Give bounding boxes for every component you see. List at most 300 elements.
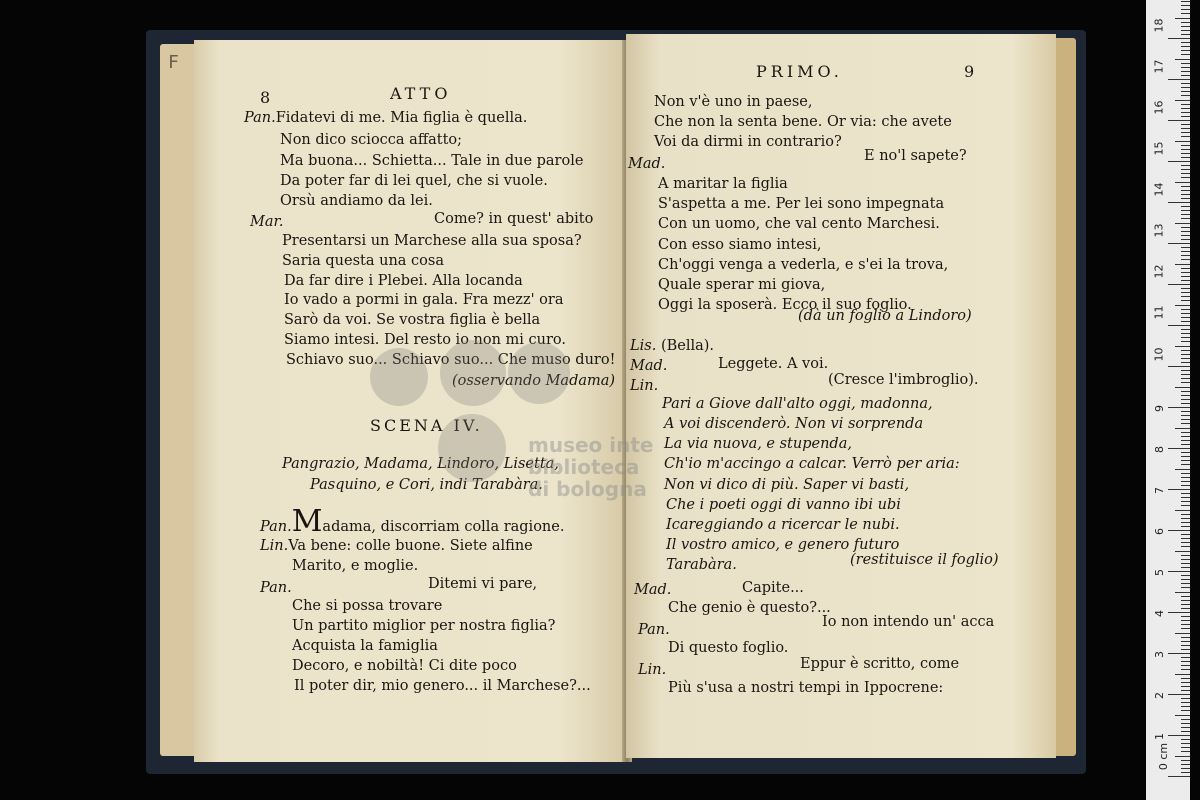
ruler-tick xyxy=(1181,514,1190,515)
ruler-tick xyxy=(1181,350,1190,351)
text-line: Con esso siamo intesi, xyxy=(658,237,822,253)
ruler-tick xyxy=(1181,706,1190,707)
line-text: adama, discorriam colla ragione. xyxy=(322,519,565,535)
ruler-tick xyxy=(1175,715,1190,716)
text-line xyxy=(630,336,714,356)
ruler-tick xyxy=(1181,382,1190,383)
ruler-label: 10 xyxy=(1152,347,1166,362)
text-line: A voi discenderò. Non vi sorprenda xyxy=(664,416,924,432)
ruler-tick xyxy=(1175,633,1190,634)
ruler-tick xyxy=(1181,669,1190,670)
text-line: Pari a Giove dall'alto oggi, madonna, xyxy=(662,396,933,412)
ruler-tick xyxy=(1181,214,1190,215)
ruler-tick xyxy=(1168,735,1190,736)
ruler-tick xyxy=(1181,555,1190,556)
scene-title: SCENA IV. xyxy=(370,416,483,435)
ruler-tick xyxy=(1181,473,1190,474)
ruler-tick xyxy=(1181,296,1190,297)
ruler-tick xyxy=(1168,776,1190,777)
ruler-tick xyxy=(1181,727,1190,728)
ruler-label: 15 xyxy=(1152,141,1166,156)
ruler-tick xyxy=(1181,50,1190,51)
ruler-tick xyxy=(1181,132,1190,133)
ruler-tick xyxy=(1181,321,1190,322)
ruler-label: 4 xyxy=(1153,610,1166,617)
speaker-label: Lin. xyxy=(638,662,667,678)
characters-list: Pangrazio, Madama, Lindoro, Lisetta, xyxy=(282,456,559,472)
text-line: Marito, e moglie. xyxy=(292,558,419,574)
text-line: Presentarsi un Marchese alla sua sposa? xyxy=(282,233,582,249)
text-line: Io non intendo un' acca xyxy=(822,614,995,630)
ruler-tick xyxy=(1181,628,1190,629)
ruler-tick xyxy=(1181,46,1190,47)
ruler-tick xyxy=(1181,743,1190,744)
text-line: Con un uomo, che val cento Marchesi. xyxy=(658,216,940,232)
ruler-tick xyxy=(1181,186,1190,187)
ruler-tick xyxy=(1181,501,1190,502)
text-line: Che genio è questo?... xyxy=(668,600,831,616)
text-line: Acquista la famiglia xyxy=(292,638,438,654)
ruler-tick xyxy=(1181,411,1190,412)
characters-list: Pasquino, e Cori, indi Tarabàra. xyxy=(310,477,543,493)
text-line: Leggete. A voi. xyxy=(718,356,829,372)
ruler-tick xyxy=(1175,182,1190,183)
ruler-tick xyxy=(1181,768,1190,769)
speaker-label: Pan. xyxy=(638,622,670,638)
text-line: Da poter far di lei quel, che si vuole. xyxy=(280,173,548,189)
ruler-tick xyxy=(1181,206,1190,207)
text-line: Ch'oggi venga a vederla, e s'ei la trova, xyxy=(658,257,949,273)
ruler-tick xyxy=(1181,276,1190,277)
ruler-tick xyxy=(1181,719,1190,720)
ruler-tick xyxy=(1181,218,1190,219)
ruler-tick xyxy=(1168,161,1190,162)
ruler-tick xyxy=(1181,751,1190,752)
ruler-tick xyxy=(1181,559,1190,560)
ruler-tick xyxy=(1181,300,1190,301)
ruler-tick xyxy=(1181,637,1190,638)
ruler-tick xyxy=(1181,104,1190,105)
ruler-tick xyxy=(1181,546,1190,547)
ruler-tick xyxy=(1181,358,1190,359)
line-text: (Bella). xyxy=(660,338,715,354)
ruler-tick xyxy=(1181,313,1190,314)
text-line: Capite... xyxy=(742,580,804,596)
ruler-tick xyxy=(1181,624,1190,625)
ruler-tick xyxy=(1175,223,1190,224)
text-line: (Cresce l'imbroglio). xyxy=(828,372,979,388)
ruler-label: 2 xyxy=(1153,692,1166,699)
ruler-tick xyxy=(1181,477,1190,478)
ruler-tick xyxy=(1181,505,1190,506)
ruler-tick xyxy=(1181,657,1190,658)
ruler-tick xyxy=(1175,59,1190,60)
text-line: Tarabàra. xyxy=(666,557,737,573)
text-line: Che si possa trovare xyxy=(292,598,443,614)
ruler-tick xyxy=(1181,583,1190,584)
ruler-tick xyxy=(1181,22,1190,23)
ruler-tick xyxy=(1181,731,1190,732)
ruler-tick xyxy=(1181,608,1190,609)
text-line: Schiavo suo... Schiavo suo... Che muso duro! xyxy=(286,352,616,368)
text-line xyxy=(630,356,667,376)
speaker-label: Pan. xyxy=(244,110,276,126)
ruler-tick xyxy=(1181,75,1190,76)
ruler-tick xyxy=(1181,374,1190,375)
ruler-tick xyxy=(1181,563,1190,564)
ruler-label: 13 xyxy=(1152,223,1166,238)
ruler-tick xyxy=(1181,436,1190,437)
text-line: La via nuova, e stupenda, xyxy=(664,436,852,452)
ruler-tick xyxy=(1181,686,1190,687)
text-line: Oggi la sposerà. Ecco il suo foglio. xyxy=(658,297,912,313)
ruler-tick xyxy=(1181,251,1190,252)
ruler-label: 5 xyxy=(1153,569,1166,576)
ruler-tick xyxy=(1175,141,1190,142)
ruler-tick xyxy=(1181,91,1190,92)
ruler-tick xyxy=(1181,702,1190,703)
ruler-tick xyxy=(1181,63,1190,64)
ruler-tick xyxy=(1181,95,1190,96)
text-line: Sarò da voi. Se vostra figlia è bella xyxy=(284,312,541,328)
text-line: Quale sperar mi giova, xyxy=(658,277,826,293)
text-line xyxy=(244,108,527,128)
ruler-tick xyxy=(1181,378,1190,379)
ruler-tick xyxy=(1181,481,1190,482)
text-line xyxy=(634,580,671,600)
text-line xyxy=(630,376,658,396)
ruler-label: 1 xyxy=(1153,733,1166,740)
ruler-tick xyxy=(1175,551,1190,552)
right-page-number: 9 xyxy=(964,62,975,81)
ruler-tick xyxy=(1181,616,1190,617)
ruler-tick xyxy=(1181,83,1190,84)
ruler-tick xyxy=(1181,54,1190,55)
ruler-tick xyxy=(1181,747,1190,748)
corner-mark: F xyxy=(168,52,179,73)
ruler-tick xyxy=(1168,120,1190,121)
text-line: Orsù andiamo da lei. xyxy=(280,193,433,209)
ruler-tick xyxy=(1181,522,1190,523)
ruler-tick xyxy=(1181,604,1190,605)
ruler-tick xyxy=(1181,247,1190,248)
ruler-tick xyxy=(1181,403,1190,404)
ruler-tick xyxy=(1181,739,1190,740)
ruler-tick xyxy=(1168,284,1190,285)
ruler-label: 0 cm xyxy=(1157,742,1171,771)
ruler-tick xyxy=(1181,432,1190,433)
ruler-tick xyxy=(1168,243,1190,244)
ruler-tick xyxy=(1168,530,1190,531)
ruler-tick xyxy=(1175,18,1190,19)
drop-cap: M xyxy=(291,504,323,539)
line-text: Fidatevi di me. Mia figlia è quella. xyxy=(275,110,528,126)
ruler-tick xyxy=(1181,596,1190,597)
stage-direction: (osservando Madama) xyxy=(452,373,616,389)
ruler-tick xyxy=(1181,124,1190,125)
ruler-tick xyxy=(1181,764,1190,765)
left-page xyxy=(194,40,626,762)
ruler-tick xyxy=(1168,448,1190,449)
text-line: Più s'usa a nostri tempi in Ippocrene: xyxy=(668,680,944,696)
ruler-label: 18 xyxy=(1152,18,1166,33)
ruler-tick xyxy=(1181,341,1190,342)
ruler-tick xyxy=(1181,136,1190,137)
ruler-tick xyxy=(1168,612,1190,613)
ruler-label: 11 xyxy=(1152,305,1166,320)
ruler-tick xyxy=(1175,305,1190,306)
text-line: Io vado a pormi in gala. Fra mezz' ora xyxy=(284,292,564,308)
text-line: Decoro, e nobiltà! Ci dite poco xyxy=(292,658,517,674)
ruler-tick xyxy=(1168,38,1190,39)
ruler-tick xyxy=(1181,645,1190,646)
ruler-tick xyxy=(1181,641,1190,642)
ruler-tick xyxy=(1181,391,1190,392)
text-line xyxy=(250,212,283,232)
ruler-tick xyxy=(1181,280,1190,281)
ruler-tick xyxy=(1181,518,1190,519)
speaker-label: Lis. xyxy=(630,338,657,354)
ruler-tick xyxy=(1181,317,1190,318)
text-line: Il vostro amico, e genero futuro xyxy=(666,537,900,553)
text-line: Che non la senta bene. Or via: che avete xyxy=(654,114,952,130)
right-running-head: PRIMO. xyxy=(756,62,843,81)
ruler-tick xyxy=(1181,145,1190,146)
ruler-tick xyxy=(1181,30,1190,31)
text-line xyxy=(638,620,670,640)
ruler-tick xyxy=(1168,407,1190,408)
ruler-tick xyxy=(1181,452,1190,453)
ruler-tick xyxy=(1181,678,1190,679)
ruler-tick xyxy=(1175,592,1190,593)
ruler-tick xyxy=(1181,587,1190,588)
watermark-text: biblioteca xyxy=(528,455,640,479)
ruler-tick xyxy=(1175,469,1190,470)
ruler-tick xyxy=(1175,387,1190,388)
ruler-tick xyxy=(1181,620,1190,621)
ruler-tick xyxy=(1175,100,1190,101)
watermark-text: museo inte xyxy=(528,433,654,457)
ruler-tick xyxy=(1181,87,1190,88)
ruler-tick xyxy=(1181,575,1190,576)
text-line: Icareggiando a ricercar le nubi. xyxy=(666,517,900,533)
ruler-tick xyxy=(1181,337,1190,338)
ruler-tick xyxy=(1181,419,1190,420)
ruler-tick xyxy=(1181,71,1190,72)
text-line xyxy=(638,660,666,680)
ruler-tick xyxy=(1181,329,1190,330)
text-line: Ch'io m'accingo a calcar. Verrò per aria: xyxy=(664,456,960,472)
ruler-tick xyxy=(1181,772,1190,773)
ruler-tick xyxy=(1181,169,1190,170)
ruler-tick xyxy=(1181,423,1190,424)
ruler-tick xyxy=(1168,489,1190,490)
ruler-tick xyxy=(1181,173,1190,174)
ruler-tick xyxy=(1181,542,1190,543)
line-text: Va bene: colle buone. Siete alfine xyxy=(288,538,533,554)
text-line: Voi da dirmi in contrario? xyxy=(654,134,842,150)
ruler-tick xyxy=(1181,649,1190,650)
ruler-tick xyxy=(1181,362,1190,363)
ruler-tick xyxy=(1181,534,1190,535)
ruler-tick xyxy=(1181,460,1190,461)
ruler-tick xyxy=(1181,723,1190,724)
text-line: A maritar la figlia xyxy=(658,176,788,192)
measuring-ruler xyxy=(1146,0,1190,800)
text-line: E no'l sapete? xyxy=(864,148,967,164)
ruler-tick xyxy=(1181,526,1190,527)
ruler-tick xyxy=(1181,67,1190,68)
ruler-tick xyxy=(1181,42,1190,43)
ruler-tick xyxy=(1181,112,1190,113)
ruler-tick xyxy=(1168,79,1190,80)
speaker-label: Mad. xyxy=(634,582,672,598)
text-line: Siamo intesi. Del resto io non mi curo. xyxy=(284,332,567,348)
text-line: Come? in quest' abito xyxy=(434,211,594,227)
ruler-label: 6 xyxy=(1153,528,1166,535)
text-line: Un partito miglior per nostra figlia? xyxy=(292,618,556,634)
ruler-tick xyxy=(1175,756,1190,757)
ruler-tick xyxy=(1181,456,1190,457)
text-line xyxy=(260,578,292,598)
ruler-tick xyxy=(1181,272,1190,273)
ruler-label: 14 xyxy=(1152,182,1166,197)
text-line: Di questo foglio. xyxy=(668,640,789,656)
ruler-tick xyxy=(1181,333,1190,334)
ruler-tick xyxy=(1181,710,1190,711)
text-line: Che i poeti oggi di vanno ibi ubi xyxy=(666,497,901,513)
ruler-tick xyxy=(1181,493,1190,494)
text-line: Ditemi vi pare, xyxy=(428,576,538,592)
speaker-label: Mad. xyxy=(630,358,668,374)
ruler-tick xyxy=(1181,255,1190,256)
ruler-tick xyxy=(1181,268,1190,269)
ruler-tick xyxy=(1168,653,1190,654)
text-line: Da far dire i Plebei. Alla locanda xyxy=(284,273,523,289)
ruler-tick xyxy=(1181,165,1190,166)
ruler-tick xyxy=(1181,239,1190,240)
ruler-tick xyxy=(1181,538,1190,539)
left-running-head: ATTO xyxy=(390,84,452,103)
text-line: Ma buona... Schietta... Tale in due parole xyxy=(280,153,584,169)
ruler-tick xyxy=(1181,1,1190,2)
ruler-label: 16 xyxy=(1152,100,1166,115)
ruler-tick xyxy=(1181,13,1190,14)
ruler-tick xyxy=(1181,661,1190,662)
ruler-tick xyxy=(1181,235,1190,236)
ruler-label: 12 xyxy=(1152,264,1166,279)
ruler-tick xyxy=(1181,464,1190,465)
text-line: Non vi dico di più. Saper vi basti, xyxy=(664,477,910,493)
left-page-number: 8 xyxy=(260,88,271,107)
ruler-tick xyxy=(1181,600,1190,601)
ruler-tick xyxy=(1181,210,1190,211)
ruler-tick xyxy=(1181,194,1190,195)
ruler-tick xyxy=(1181,354,1190,355)
ruler-tick xyxy=(1175,674,1190,675)
ruler-tick xyxy=(1175,346,1190,347)
ruler-tick xyxy=(1175,510,1190,511)
ruler-tick xyxy=(1181,485,1190,486)
ruler-tick xyxy=(1181,227,1190,228)
ruler-label: 3 xyxy=(1153,651,1166,658)
ruler-tick xyxy=(1181,9,1190,10)
text-line: Saria questa una cosa xyxy=(282,253,444,269)
ruler-tick xyxy=(1181,415,1190,416)
ruler-tick xyxy=(1181,108,1190,109)
ruler-tick xyxy=(1181,177,1190,178)
ruler-tick xyxy=(1181,149,1190,150)
text-line xyxy=(628,154,665,174)
ruler-tick xyxy=(1181,231,1190,232)
speaker-label: Lin. xyxy=(630,378,659,394)
ruler-tick xyxy=(1181,153,1190,154)
ruler-tick xyxy=(1181,760,1190,761)
ruler-tick xyxy=(1181,190,1190,191)
ruler-tick xyxy=(1181,497,1190,498)
right-page xyxy=(626,34,1056,758)
ruler-tick xyxy=(1168,366,1190,367)
stage-direction: (dà un foglio a Lindoro) xyxy=(798,308,972,324)
ruler-tick xyxy=(1181,128,1190,129)
ruler-tick xyxy=(1181,116,1190,117)
ruler-tick xyxy=(1181,259,1190,260)
watermark-text: di bologna xyxy=(528,477,647,501)
text-line: Eppur è scritto, come xyxy=(800,656,960,672)
speaker-label: Mad. xyxy=(628,156,666,172)
text-line xyxy=(260,536,533,556)
ruler-tick xyxy=(1175,264,1190,265)
speaker-label: Mar. xyxy=(250,214,284,230)
ruler-tick xyxy=(1168,694,1190,695)
text-line: S'aspetta a me. Per lei sono impegnata xyxy=(658,196,945,212)
ruler-tick xyxy=(1181,579,1190,580)
speaker-label: Pan. xyxy=(260,580,292,596)
ruler-tick xyxy=(1168,202,1190,203)
ruler-tick xyxy=(1181,682,1190,683)
ruler-tick xyxy=(1168,325,1190,326)
ruler-tick xyxy=(1181,395,1190,396)
text-line: Non dico sciocca affatto; xyxy=(280,132,463,148)
ruler-tick xyxy=(1181,444,1190,445)
speaker-label: Pan. xyxy=(260,519,292,535)
ruler-tick xyxy=(1175,428,1190,429)
ruler-tick xyxy=(1181,5,1190,6)
ruler-tick xyxy=(1181,288,1190,289)
ruler-tick xyxy=(1181,567,1190,568)
stage-direction: (restituisce il foglio) xyxy=(850,552,999,568)
ruler-tick xyxy=(1181,292,1190,293)
ruler-label: 8 xyxy=(1153,446,1166,453)
text-line: Il poter dir, mio genero... il Marchese?... xyxy=(294,678,591,694)
ruler-tick xyxy=(1181,198,1190,199)
ruler-tick xyxy=(1168,571,1190,572)
ruler-tick xyxy=(1181,34,1190,35)
ruler-label: 9 xyxy=(1153,405,1166,412)
ruler-tick xyxy=(1181,440,1190,441)
text-line xyxy=(260,504,565,539)
ruler-tick xyxy=(1181,698,1190,699)
ruler-tick xyxy=(1181,690,1190,691)
ruler-label: 17 xyxy=(1152,59,1166,74)
ruler-tick xyxy=(1181,370,1190,371)
ruler-label: 7 xyxy=(1153,487,1166,494)
ruler-tick xyxy=(1181,399,1190,400)
ruler-tick xyxy=(1181,157,1190,158)
text-line: Non v'è uno in paese, xyxy=(654,94,813,110)
ruler-tick xyxy=(1181,309,1190,310)
ruler-tick xyxy=(1181,26,1190,27)
